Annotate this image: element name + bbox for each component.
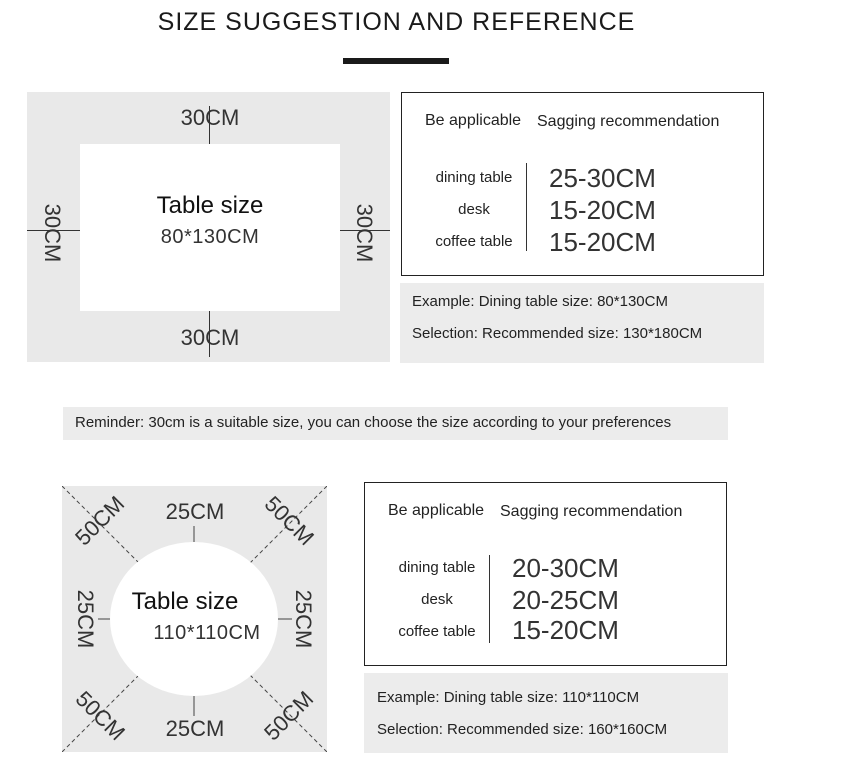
rect-row-value: 15-20CM (549, 195, 656, 225)
round-col-applicable: Be applicable (388, 502, 485, 519)
round-row-value: 20-25CM (512, 585, 619, 615)
reminder-banner: Reminder: 30cm is a suitable size, you can choose the size according to your preferences (63, 407, 728, 440)
round-row-value: 15-20CM (512, 615, 619, 645)
round-table-dims: 110*110CM (153, 622, 261, 644)
round-row-name: desk (421, 591, 453, 608)
rect-row-name: coffee table (435, 233, 513, 250)
rect-overhang-top: 30CM (180, 105, 240, 130)
rect-row-name: desk (458, 201, 490, 218)
title-underline (343, 58, 449, 64)
rect-col-sagging: Sagging recommendation (537, 113, 720, 130)
round-corner-tr: 50CM (259, 491, 319, 551)
rect-selection-text: Selection: Recommended size: 130*180CM (412, 325, 703, 342)
page-title: SIZE SUGGESTION AND REFERENCE (157, 8, 636, 36)
rect-row-name: dining table (435, 169, 513, 186)
round-overhang-top: 25CM (165, 499, 225, 524)
rect-row-value: 15-20CM (549, 227, 656, 257)
round-corner-br: 50CM (259, 686, 319, 746)
rect-table-dims: 80*130CM (160, 226, 260, 248)
rect-row-value: 25-30CM (549, 163, 656, 193)
round-row-name: coffee table (398, 623, 476, 640)
round-overhang-bottom: 25CM (165, 716, 225, 741)
rect-table-label: Table size (156, 192, 264, 219)
rect-overhang-bottom: 30CM (180, 325, 240, 350)
rect-example-text: Example: Dining table size: 80*130CM (412, 293, 668, 310)
round-row-value: 20-30CM (512, 553, 619, 583)
rect-col-applicable: Be applicable (425, 112, 522, 129)
round-corner-tl: 50CM (70, 491, 130, 551)
round-table-label: Table size (131, 588, 239, 615)
rect-overhang-left: 30CM (40, 203, 65, 263)
rect-overhang-right: 30CM (352, 203, 377, 263)
round-overhang-left: 25CM (73, 589, 98, 649)
round-col-sagging: Sagging recommendation (500, 503, 683, 520)
round-example-text: Example: Dining table size: 110*110CM (377, 689, 640, 706)
round-overhang-right: 25CM (291, 589, 316, 649)
round-selection-text: Selection: Recommended size: 160*160CM (377, 721, 668, 738)
round-table-shape (110, 542, 278, 696)
rect-example-note (400, 283, 764, 363)
rect-recommendation-table (401, 92, 764, 276)
round-row-name: dining table (398, 559, 476, 576)
rect-diagram (27, 92, 390, 362)
round-example-note (364, 673, 728, 753)
round-diagram (62, 486, 327, 752)
round-recommendation-table (364, 482, 727, 666)
round-corner-bl: 50CM (70, 686, 130, 746)
